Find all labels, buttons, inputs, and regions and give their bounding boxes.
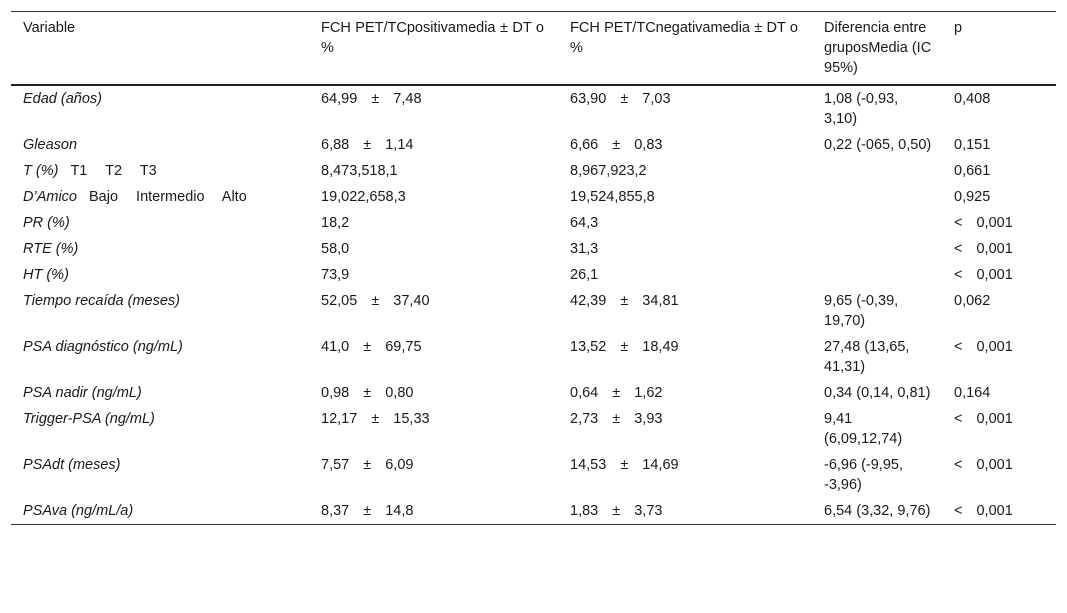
header-variable: Variable <box>23 20 76 36</box>
results-table <box>11 11 1056 525</box>
cell-positive: 7,57 ± 6,09 <box>321 457 414 473</box>
table-row <box>11 132 1056 158</box>
cell-positive: 8,37 ± 14,8 <box>321 503 414 519</box>
cell-difference: 6,54 (3,32, 9,76) <box>824 503 931 519</box>
variable-label: D’Amico <box>23 189 77 205</box>
cell-difference <box>812 158 942 184</box>
table-row <box>11 184 1056 210</box>
cell-difference: 1,08 (-0,93, 3,10) <box>824 91 899 127</box>
table-row <box>11 334 1056 380</box>
header-positive: FCH PET/TCpositivamedia ± DT o % <box>321 20 544 56</box>
cell-positive: 64,99 ± 7,48 <box>321 91 422 107</box>
cell-negative: 0,64 ± 1,62 <box>570 385 663 401</box>
variable-label: PSAva (ng/mL/a) <box>23 503 134 519</box>
cell-p: < 0,001 <box>954 457 1013 473</box>
header-p: p <box>954 20 963 36</box>
cell-variable <box>11 210 309 236</box>
variable-label: PSA nadir (ng/mL) <box>23 385 142 401</box>
table-row <box>11 452 1056 498</box>
cell-variable <box>11 334 309 380</box>
cell-difference <box>812 210 942 236</box>
table-body <box>11 85 1056 525</box>
table-row <box>11 85 1056 132</box>
cell-positive: 73,9 <box>321 267 350 283</box>
cell-difference: 0,34 (0,14, 0,81) <box>824 385 931 401</box>
header-difference: Diferencia entre gruposMedia (IC 95%) <box>824 20 932 76</box>
cell-variable <box>11 452 309 498</box>
cell-variable <box>11 288 309 334</box>
cell-difference <box>812 236 942 262</box>
cell-variable <box>11 184 309 210</box>
cell-difference <box>812 184 942 210</box>
cell-positive: 6,88 ± 1,14 <box>321 137 414 153</box>
table-row <box>11 210 1056 236</box>
cell-variable <box>11 158 309 184</box>
header-negative: FCH PET/TCnegativamedia ± DT o % <box>570 20 798 56</box>
cell-negative: 1,83 ± 3,73 <box>570 503 663 519</box>
table-row <box>11 380 1056 406</box>
cell-p: < 0,001 <box>954 339 1013 355</box>
cell-p: 0,062 <box>954 293 991 309</box>
cell-p: 0,925 <box>954 189 991 205</box>
cell-variable <box>11 85 309 132</box>
table-row <box>11 498 1056 525</box>
cell-p: 0,661 <box>954 163 991 179</box>
cell-p: 0,151 <box>954 137 991 153</box>
cell-p: < 0,001 <box>954 411 1013 427</box>
cell-difference: 9,41 (6,09,12,74) <box>824 411 903 447</box>
cell-difference: 9,65 (-0,39, 19,70) <box>824 293 899 329</box>
cell-negative: 2,73 ± 3,93 <box>570 411 663 427</box>
variable-label: RTE (%) <box>23 241 79 257</box>
cell-positive: 58,0 <box>321 241 350 257</box>
cell-p: 0,408 <box>954 91 991 107</box>
variable-label: Gleason <box>23 137 78 153</box>
table-row <box>11 236 1056 262</box>
cell-negative: 13,52 ± 18,49 <box>570 339 679 355</box>
cell-difference <box>812 262 942 288</box>
table-row <box>11 262 1056 288</box>
cell-negative: 42,39 ± 34,81 <box>570 293 679 309</box>
variable-label: PR (%) <box>23 215 70 231</box>
cell-positive: 41,0 ± 69,75 <box>321 339 422 355</box>
cell-positive: 0,98 ± 0,80 <box>321 385 414 401</box>
cell-negative: 19,524,855,8 <box>570 189 655 205</box>
cell-variable <box>11 132 309 158</box>
cell-negative: 31,3 <box>570 241 599 257</box>
cell-negative: 14,53 ± 14,69 <box>570 457 679 473</box>
cell-variable <box>11 406 309 452</box>
cell-p: < 0,001 <box>954 241 1013 257</box>
table-row <box>11 288 1056 334</box>
cell-difference: 27,48 (13,65, 41,31) <box>824 339 910 375</box>
cell-positive: 52,05 ± 37,40 <box>321 293 430 309</box>
variable-label: PSA diagnóstico (ng/mL) <box>23 339 183 355</box>
cell-difference: -6,96 (-9,95, -3,96) <box>824 457 903 493</box>
cell-p: < 0,001 <box>954 503 1013 519</box>
cell-negative: 26,1 <box>570 267 599 283</box>
cell-variable <box>11 498 309 525</box>
cell-variable <box>11 380 309 406</box>
cell-positive: 19,022,658,3 <box>321 189 406 205</box>
cell-negative: 63,90 ± 7,03 <box>570 91 671 107</box>
variable-label: HT (%) <box>23 267 69 283</box>
table-row <box>11 158 1056 184</box>
variable-categories: Bajo Intermedio Alto <box>88 189 247 205</box>
cell-variable <box>11 236 309 262</box>
header-row <box>11 12 1056 86</box>
cell-p: < 0,001 <box>954 215 1013 231</box>
variable-label: T (%) <box>23 163 59 179</box>
cell-variable <box>11 262 309 288</box>
cell-p: < 0,001 <box>954 267 1013 283</box>
variable-label: Trigger-PSA (ng/mL) <box>23 411 155 427</box>
cell-negative: 8,967,923,2 <box>570 163 647 179</box>
table-header <box>11 12 1056 86</box>
cell-p: 0,164 <box>954 385 991 401</box>
variable-label: Edad (años) <box>23 91 102 107</box>
cell-positive: 18,2 <box>321 215 350 231</box>
variable-label: PSAdt (meses) <box>23 457 121 473</box>
cell-positive: 12,17 ± 15,33 <box>321 411 430 427</box>
cell-difference: 0,22 (-065, 0,50) <box>824 137 932 153</box>
variable-categories: T1 T2 T3 <box>70 163 157 179</box>
cell-positive: 8,473,518,1 <box>321 163 398 179</box>
cell-negative: 6,66 ± 0,83 <box>570 137 663 153</box>
variable-label: Tiempo recaída (meses) <box>23 293 181 309</box>
table-row <box>11 406 1056 452</box>
cell-negative: 64,3 <box>570 215 599 231</box>
